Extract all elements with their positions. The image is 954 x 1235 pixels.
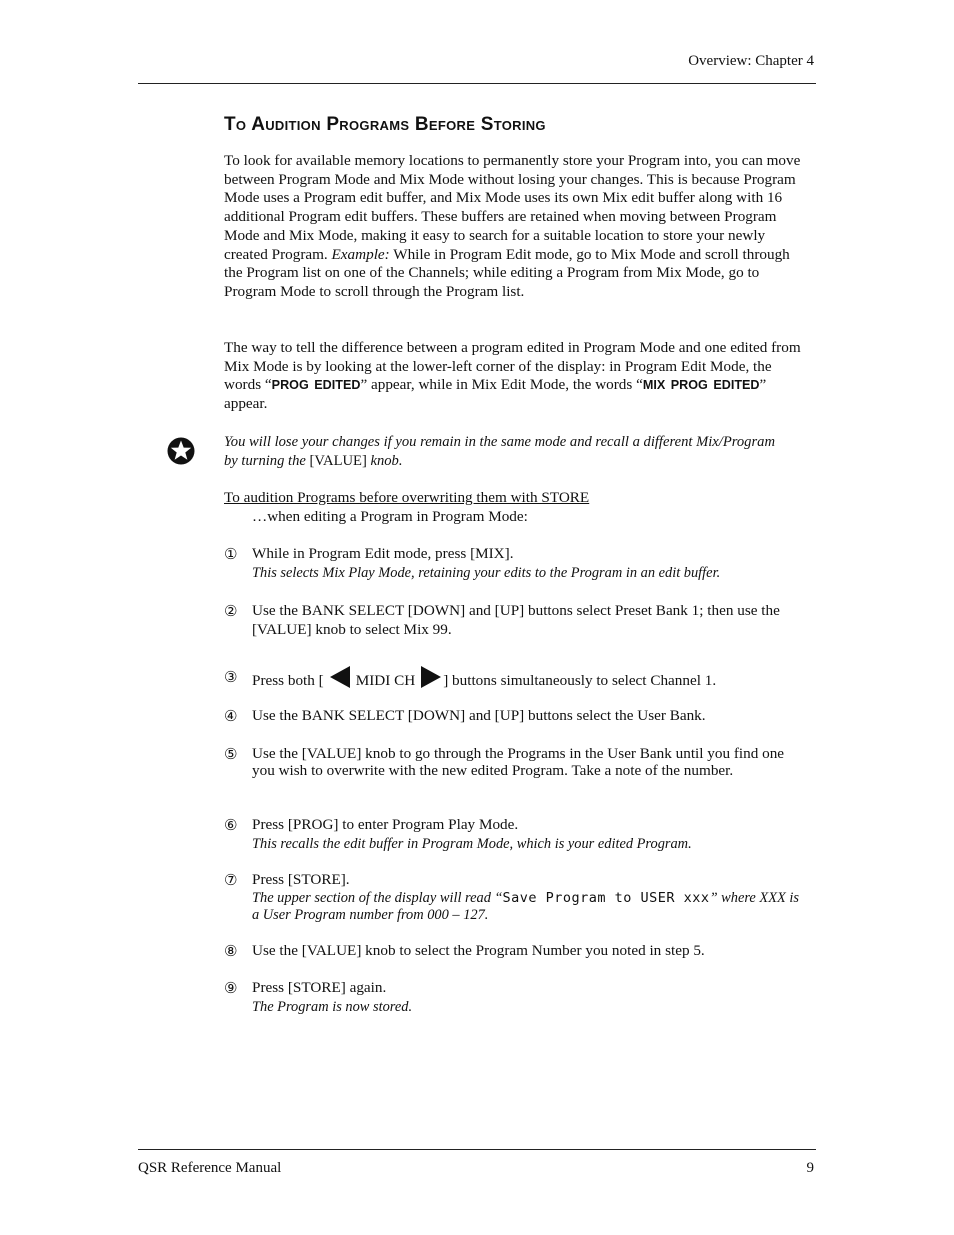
step-number: ⑤ — [224, 745, 238, 763]
difference-text-c: ” appear. — [224, 376, 767, 413]
step-text-a: Press both [ — [252, 672, 324, 689]
note-text-b: knob. — [366, 453, 403, 469]
mix-prog-edited-display-text: MIX PROG EDITED — [642, 378, 760, 393]
step-number: ⑧ — [224, 942, 238, 960]
step-3 — [224, 668, 806, 691]
step-9 — [224, 979, 806, 1016]
prog-edited-display-text: PROG EDITED — [271, 378, 361, 393]
step-number: ② — [224, 602, 238, 620]
step-2 — [224, 602, 806, 639]
step-detail-b: ” where XXX is a User Program number from 000 – 127. — [252, 889, 799, 923]
step-text-b: ] buttons simultaneously to select Channel 1. — [443, 672, 717, 689]
warning-note — [224, 433, 784, 471]
step-number: ⑦ — [224, 871, 238, 889]
step-detail: The Program is now stored. — [252, 998, 413, 1015]
step-text: Use the [VALUE] knob to go through the Programs in the User Bank until you find one you wish to overwrite with the new edited Program. Take a note of the number. — [252, 745, 785, 779]
difference-text-a: The way to tell the difference between a program edited in Program Mode and one edited from Mix Mode is by looking at the lower-left corner of the display: in Program Edit Mode, the words “ — [224, 339, 801, 394]
midi-ch-label: MIDI CH — [355, 672, 416, 689]
lcd-display-text: Save Program to USER xxx — [502, 889, 710, 906]
step-number: ⑥ — [224, 816, 238, 834]
page-number: 9 — [806, 1160, 814, 1176]
triangle-left-icon — [330, 666, 350, 688]
step-text: Use the BANK SELECT [DOWN] and [UP] buttons select Preset Bank 1; then use the [VALUE] knob to select Mix 99. — [252, 602, 780, 638]
step-number: ⑨ — [224, 979, 238, 997]
star-icon — [166, 436, 196, 466]
procedure-heading: To audition Programs before overwriting them with STORE — [224, 489, 590, 506]
step-4 — [224, 707, 806, 726]
intro-text: To look for available memory locations to permanently store your Program into, you can move between Program Mode and Mix Mode without losing your changes. This is because Program Mode uses a Program edit buffer, and Mix Mode uses its own Mix edit buffer along with 16 additional Program edit buffers. These buffers are retained when moving between Program Mode and Mix Mode, making it easy to search for a suitable location to store your newly created Program. — [224, 152, 801, 263]
header-rule — [138, 83, 816, 84]
step-5 — [224, 745, 806, 779]
difference-text-b: ” appear, while in Mix Edit Mode, the words “ — [360, 376, 643, 394]
step-detail: This recalls the edit buffer in Program Mode, which is your edited Program. — [252, 835, 692, 852]
section-title: To Audition Programs Before Storing — [224, 114, 546, 135]
step-8 — [224, 942, 806, 961]
step-text: While in Program Edit mode, press [MIX]. — [252, 545, 514, 562]
example-label: Example: — [331, 245, 390, 263]
step-number: ④ — [224, 707, 238, 725]
note-text-a: You will lose your changes if you remain in the same mode and recall a different Mix/Program by turning the — [224, 434, 775, 469]
step-text: Use the [VALUE] knob to select the Program Number you noted in step 5. — [252, 942, 705, 959]
page-header-chapter: Overview: Chapter 4 — [688, 53, 814, 69]
step-text: Press [STORE]. — [252, 871, 350, 888]
step-number: ① — [224, 545, 238, 563]
triangle-right-icon — [421, 666, 441, 688]
step-7 — [224, 871, 806, 925]
footer-rule — [138, 1149, 816, 1150]
step-number: ③ — [224, 668, 238, 686]
step-detail: This selects Mix Play Mode, retaining your edits to the Program in an edit buffer. — [252, 564, 721, 581]
difference-paragraph — [224, 339, 806, 414]
footer-manual-title: QSR Reference Manual — [138, 1160, 282, 1176]
intro-paragraph — [224, 152, 806, 302]
step-text: Press [STORE] again. — [252, 979, 387, 996]
example-text: While in Program Edit mode, go to Mix Mode and scroll through the Program list on one of the Channels; while editing a Program from Mix Mode, go to Program Mode to scroll through the Program list. — [224, 245, 790, 300]
step-detail-a: The upper section of the display will read “ — [252, 889, 503, 906]
step-1 — [224, 545, 806, 582]
step-text: Press [PROG] to enter Program Play Mode. — [252, 816, 519, 833]
note-value-knob: [VALUE] — [309, 453, 367, 469]
step-6 — [224, 816, 806, 853]
procedure-lead: …when editing a Program in Program Mode: — [252, 508, 528, 525]
step-text: Use the BANK SELECT [DOWN] and [UP] buttons select the User Bank. — [252, 707, 706, 724]
step-detail — [252, 890, 806, 925]
